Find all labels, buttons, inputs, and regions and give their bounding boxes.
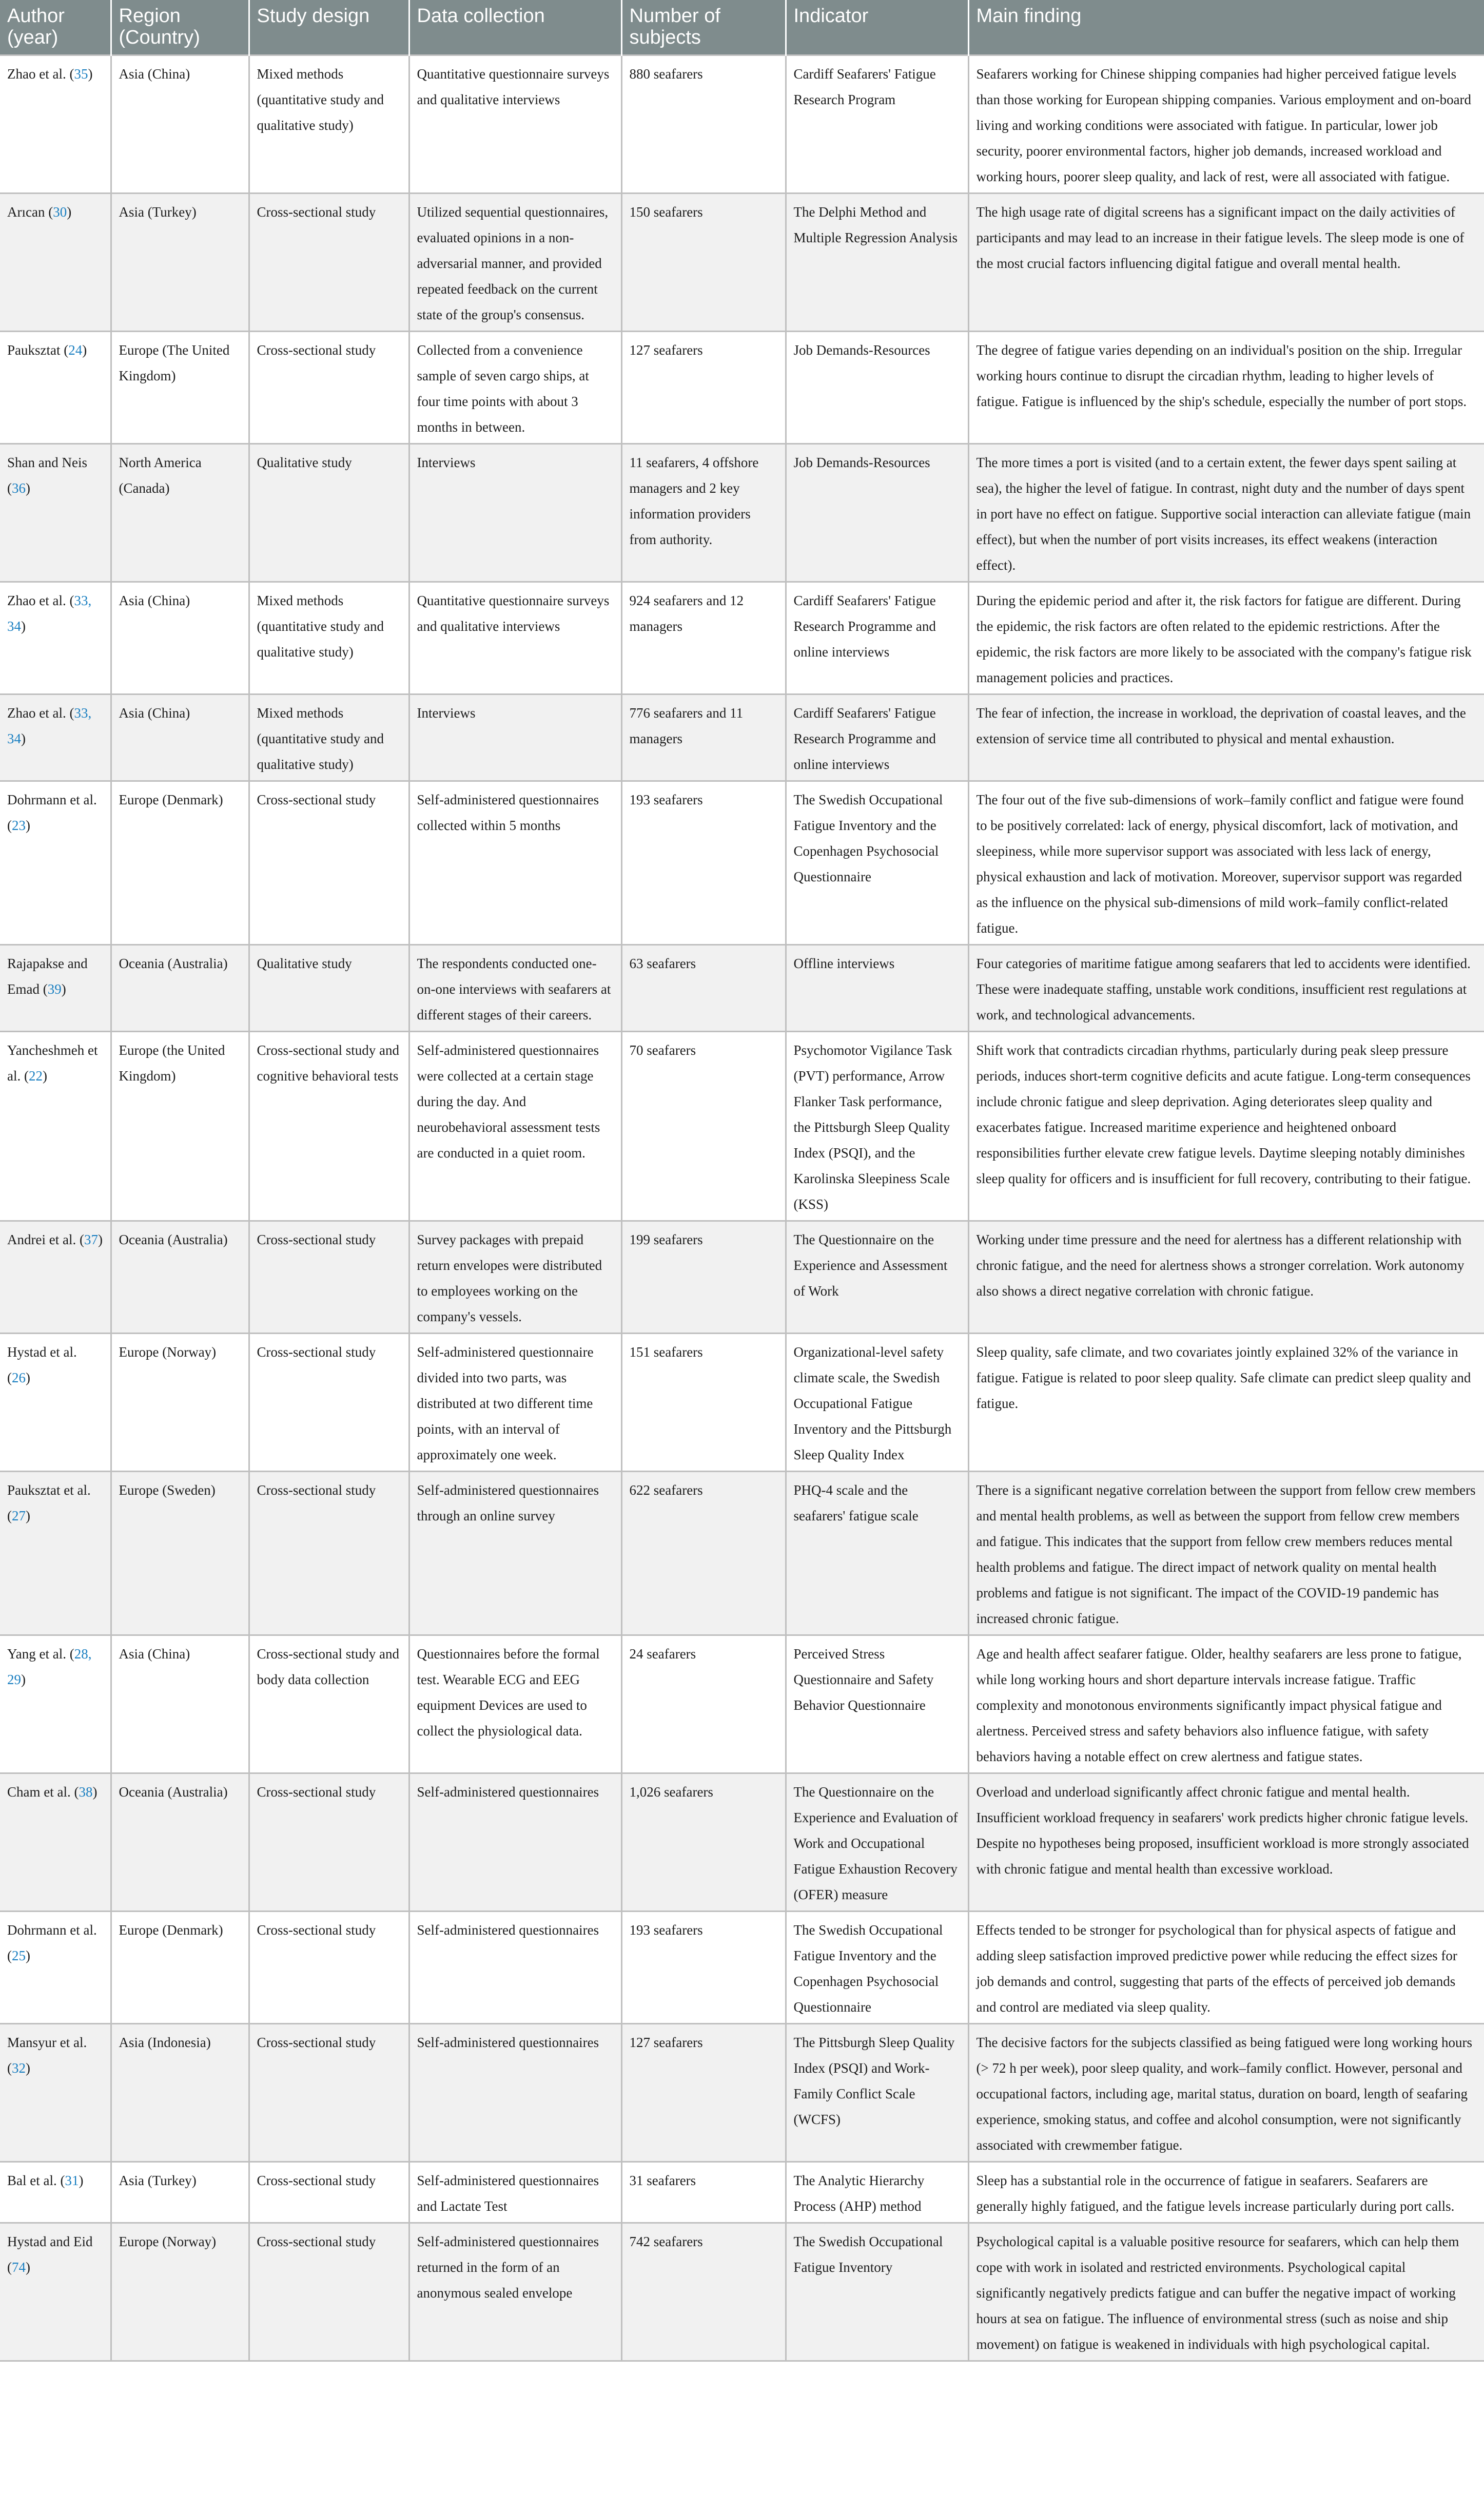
- region-cell: Asia (China): [111, 1635, 249, 1773]
- subjects-cell: 70 seafarers: [621, 1032, 786, 1221]
- region-cell: Europe (Norway): [111, 2223, 249, 2361]
- author-name: Dohrmann et al.: [7, 792, 97, 807]
- indicator-cell: Psychomotor Vigilance Task (PVT) performance, Arrow Flanker Task performance, the Pittsburgh Sleep Quality Index (PSQI), and the Karolinska Sleepiness Scale (KSS): [786, 1032, 968, 1221]
- table-header: [0, 0, 1484, 55]
- indicator-cell: The Questionnaire on the Experience and Assessment of Work: [786, 1221, 968, 1334]
- table-row: [0, 781, 1484, 945]
- author-name: Bal et al.: [7, 2173, 57, 2188]
- data-collection-cell: Self-administered questionnaire divided into two parts, was distributed at two different time points, with an interval of approximately one week.: [409, 1334, 621, 1472]
- author-name: Hystad and Eid: [7, 2234, 93, 2249]
- author-name: Shan and Neis: [7, 455, 87, 470]
- main-finding-cell: Sleep has a substantial role in the occurrence of fatigue in seafarers. Seafarers are generally highly fatigued, and the fatigue levels increase particularly during port calls.: [968, 2162, 1484, 2223]
- study-design-cell: Cross-sectional study and body data collection: [249, 1635, 409, 1773]
- data-collection-cell: Utilized sequential questionnaires, evaluated opinions in a non-adversarial manner, and provided repeated feedback on the current state of the group's consensus.: [409, 194, 621, 332]
- table-row: [0, 694, 1484, 781]
- region-cell: Europe (Denmark): [111, 1912, 249, 2024]
- indicator-cell: Job Demands-Resources: [786, 444, 968, 582]
- data-collection-cell: Questionnaires before the formal test. Wearable ECG and EEG equipment Devices are used to collect the physiological data.: [409, 1635, 621, 1773]
- table-row: [0, 2223, 1484, 2361]
- author-name: Hystad et al.: [7, 1344, 77, 1360]
- study-design-cell: Cross-sectional study: [249, 194, 409, 332]
- author-cell: Zhao et al. (33, 34): [0, 694, 111, 781]
- region-cell: Europe (Denmark): [111, 781, 249, 945]
- region-cell: Oceania (Australia): [111, 1773, 249, 1912]
- study-design-cell: Cross-sectional study and cognitive behavioral tests: [249, 1032, 409, 1221]
- main-finding-cell: Age and health affect seafarer fatigue. Older, healthy seafarers are less prone to fatigue, while long working hours and short departure intervals increase fatigue. Traffic complexity and monotonous environments significantly impact physical fatigue and alertness. Perceived stress and safety behaviors also influence fatigue, with safety behaviors having a notable effect on crew alertness and fatigue states.: [968, 1635, 1484, 1773]
- author-name: Zhao et al.: [7, 66, 66, 82]
- study-design-cell: Cross-sectional study: [249, 1334, 409, 1472]
- indicator-cell: Cardiff Seafarers' Fatigue Research Programme and online interviews: [786, 694, 968, 781]
- data-collection-cell: Collected from a convenience sample of seven cargo ships, at four time points with about 3 months in between.: [409, 332, 621, 444]
- subjects-cell: 127 seafarers: [621, 332, 786, 444]
- subjects-cell: 63 seafarers: [621, 945, 786, 1032]
- indicator-cell: The Swedish Occupational Fatigue Inventory and the Copenhagen Psychosocial Questionnaire: [786, 781, 968, 945]
- study-design-cell: Qualitative study: [249, 444, 409, 582]
- main-finding-cell: The high usage rate of digital screens has a significant impact on the daily activities of participants and may lead to an increase in their fatigue levels. The sleep mode is one of the most crucial factors influencing digital fatigue and overall mental health.: [968, 194, 1484, 332]
- reference-link[interactable]: 35: [74, 66, 88, 82]
- table-row: [0, 1773, 1484, 1912]
- author-cell: Pauksztat (24): [0, 332, 111, 444]
- study-design-cell: Cross-sectional study: [249, 2024, 409, 2162]
- reference-link[interactable]: 24: [68, 342, 83, 358]
- reference-link[interactable]: 26: [12, 1370, 26, 1385]
- subjects-cell: 31 seafarers: [621, 2162, 786, 2223]
- subjects-cell: 193 seafarers: [621, 781, 786, 945]
- header-author: Author (year): [0, 0, 111, 55]
- reference-link[interactable]: 39: [47, 981, 62, 997]
- table-row: [0, 194, 1484, 332]
- main-finding-cell: Psychological capital is a valuable positive resource for seafarers, which can help them cope with work in isolated and restricted environments. Psychological capital significantly negatively predicts fatigue and can buffer the negative impact of working hours at sea on fatigue. The influence of environmental stress (such as noise and ship movement) on fatigue is weakened in individuals with high psychological capital.: [968, 2223, 1484, 2361]
- author-cell: Dohrmann et al. (23): [0, 781, 111, 945]
- author-cell: Bal et al. (31): [0, 2162, 111, 2223]
- table-row: [0, 444, 1484, 582]
- subjects-cell: 151 seafarers: [621, 1334, 786, 1472]
- main-finding-cell: Sleep quality, safe climate, and two covariates jointly explained 32% of the variance in fatigue. Fatigue is related to poor sleep quality. Safe climate can predict sleep quality and fatigue.: [968, 1334, 1484, 1472]
- author-cell: Arıcan (30): [0, 194, 111, 332]
- subjects-cell: 150 seafarers: [621, 194, 786, 332]
- author-name: Yang et al.: [7, 1646, 67, 1662]
- reference-link[interactable]: 33, 34: [7, 705, 92, 746]
- study-design-cell: Cross-sectional study: [249, 2223, 409, 2361]
- indicator-cell: The Swedish Occupational Fatigue Inventory: [786, 2223, 968, 2361]
- author-cell: Pauksztat et al. (27): [0, 1472, 111, 1635]
- header-main-finding: Main finding: [968, 0, 1484, 55]
- author-name: Zhao et al.: [7, 593, 66, 608]
- author-cell: Hystad et al. (26): [0, 1334, 111, 1472]
- author-cell: Hystad and Eid (74): [0, 2223, 111, 2361]
- data-collection-cell: Interviews: [409, 694, 621, 781]
- author-cell: Mansyur et al. (32): [0, 2024, 111, 2162]
- data-collection-cell: The respondents conducted one-on-one interviews with seafarers at different stages of their careers.: [409, 945, 621, 1032]
- subjects-cell: 622 seafarers: [621, 1472, 786, 1635]
- header-number-of-subjects: Number of subjects: [621, 0, 786, 55]
- table-row: [0, 2162, 1484, 2223]
- data-collection-cell: Self-administered questionnaires returned in the form of an anonymous sealed envelope: [409, 2223, 621, 2361]
- author-cell: Zhao et al. (33, 34): [0, 582, 111, 694]
- data-collection-cell: Quantitative questionnaire surveys and qualitative interviews: [409, 55, 621, 194]
- study-design-cell: Cross-sectional study: [249, 781, 409, 945]
- reference-link[interactable]: 74: [12, 2260, 26, 2275]
- indicator-cell: Cardiff Seafarers' Fatigue Research Programme and online interviews: [786, 582, 968, 694]
- author-cell: Cham et al. (38): [0, 1773, 111, 1912]
- author-name: Yancheshmeh et al.: [7, 1043, 98, 1084]
- data-collection-cell: Self-administered questionnaires through an online survey: [409, 1472, 621, 1635]
- reference-link[interactable]: 25: [12, 1948, 26, 1963]
- study-design-cell: Cross-sectional study: [249, 1912, 409, 2024]
- data-collection-cell: Self-administered questionnaires: [409, 1912, 621, 2024]
- subjects-cell: 880 seafarers: [621, 55, 786, 194]
- table-row: [0, 1912, 1484, 2024]
- data-collection-cell: Self-administered questionnaires were collected at a certain stage during the day. And neurobehavioral assessment tests are conducted in a quiet room.: [409, 1032, 621, 1221]
- header-indicator: Indicator: [786, 0, 968, 55]
- study-design-cell: Cross-sectional study: [249, 332, 409, 444]
- main-finding-cell: The fear of infection, the increase in workload, the deprivation of coastal leaves, and the extension of service time all contributed to physical and mental exhaustion.: [968, 694, 1484, 781]
- region-cell: Asia (China): [111, 694, 249, 781]
- author-cell: Yancheshmeh et al. (22): [0, 1032, 111, 1221]
- main-finding-cell: Four categories of maritime fatigue among seafarers that led to accidents were identified. These were inadequate staffing, unstable work conditions, insufficient rest regulations at work, and technological advancements.: [968, 945, 1484, 1032]
- region-cell: Europe (Sweden): [111, 1472, 249, 1635]
- region-cell: Asia (Indonesia): [111, 2024, 249, 2162]
- study-design-cell: Cross-sectional study: [249, 1472, 409, 1635]
- region-cell: Oceania (Australia): [111, 1221, 249, 1334]
- region-cell: Asia (Turkey): [111, 194, 249, 332]
- reference-link[interactable]: 23: [12, 818, 26, 833]
- subjects-cell: 199 seafarers: [621, 1221, 786, 1334]
- author-name: Pauksztat: [7, 342, 61, 358]
- indicator-cell: Organizational-level safety climate scale, the Swedish Occupational Fatigue Inventory and the Pittsburgh Sleep Quality Index: [786, 1334, 968, 1472]
- author-name: Zhao et al.: [7, 705, 66, 721]
- region-cell: Asia (China): [111, 582, 249, 694]
- subjects-cell: 24 seafarers: [621, 1635, 786, 1773]
- data-collection-cell: Self-administered questionnaires and Lactate Test: [409, 2162, 621, 2223]
- author-name: Pauksztat et al.: [7, 1482, 91, 1498]
- table-row: [0, 945, 1484, 1032]
- main-finding-cell: Seafarers working for Chinese shipping companies had higher perceived fatigue levels than those working for European shipping companies. Various employment and on-board living and working conditions were associated with fatigue. In particular, lower job security, poorer environmental factors, higher job demands, increased workload and working hours, poorer sleep quality, and lack of rest, were all associated with fatigue.: [968, 55, 1484, 194]
- author-name: Mansyur et al.: [7, 2035, 87, 2050]
- indicator-cell: The Delphi Method and Multiple Regression Analysis: [786, 194, 968, 332]
- reference-link[interactable]: 22: [29, 1068, 43, 1084]
- author-cell: Rajapakse and Emad (39): [0, 945, 111, 1032]
- data-collection-cell: Interviews: [409, 444, 621, 582]
- main-finding-cell: Working under time pressure and the need for alertness has a different relationship with chronic fatigue, and the need for alertness shows a stronger correlation. Work autonomy also shows a direct negative correlation with chronic fatigue.: [968, 1221, 1484, 1334]
- reference-link[interactable]: 27: [12, 1508, 26, 1523]
- main-finding-cell: During the epidemic period and after it, the risk factors for fatigue are different. During the epidemic, the risk factors are often related to the epidemic restrictions. After the epidemic, the risk factors are more likely to be associated with the company's fatigue risk management policies and practices.: [968, 582, 1484, 694]
- author-cell: Shan and Neis (36): [0, 444, 111, 582]
- region-cell: Asia (Turkey): [111, 2162, 249, 2223]
- main-finding-cell: There is a significant negative correlation between the support from fellow crew members and mental health problems, as well as between the support from fellow crew members and fatigue. This indicates that the support from fellow crew members reduces mental health problems and fatigue. The direct impact of network quality on mental health problems and fatigue is not significant. The impact of the COVID-19 pandemic has increased chronic fatigue.: [968, 1472, 1484, 1635]
- data-collection-cell: Quantitative questionnaire surveys and qualitative interviews: [409, 582, 621, 694]
- region-cell: North America (Canada): [111, 444, 249, 582]
- reference-link[interactable]: 31: [65, 2173, 79, 2188]
- header-data-collection: Data collection: [409, 0, 621, 55]
- author-name: Arıcan: [7, 204, 45, 220]
- study-design-cell: Mixed methods (quantitative study and qualitative study): [249, 694, 409, 781]
- author-name: Andrei et al.: [7, 1232, 76, 1247]
- main-finding-cell: The decisive factors for the subjects classified as being fatigued were long working hours (> 72 h per week), poor sleep quality, and work–family conflict. However, personal and occupational factors, including age, marital status, duration on board, length of seafaring experience, smoking status, and coffee and alcohol consumption, were not significantly associated with crewmember fatigue.: [968, 2024, 1484, 2162]
- indicator-cell: The Questionnaire on the Experience and Evaluation of Work and Occupational Fatigue Exhaustion Recovery (OFER) measure: [786, 1773, 968, 1912]
- author-cell: Zhao et al. (35): [0, 55, 111, 194]
- author-cell: Dohrmann et al. (25): [0, 1912, 111, 2024]
- region-cell: Europe (Norway): [111, 1334, 249, 1472]
- study-design-cell: Mixed methods (quantitative study and qualitative study): [249, 582, 409, 694]
- table-row: [0, 1635, 1484, 1773]
- subjects-cell: 742 seafarers: [621, 2223, 786, 2361]
- main-finding-cell: Shift work that contradicts circadian rhythms, particularly during peak sleep pressure periods, induces short-term cognitive deficits and acute fatigue. Long-term consequences include chronic fatigue and sleep deprivation. Aging deteriorates sleep quality and exacerbates fatigue. Increased maritime experience and heightened onboard responsibilities further elevate crew fatigue levels. Daytime sleeping notably diminishes sleep quality for officers and is insufficient for full recovery, contributing to their fatigue.: [968, 1032, 1484, 1221]
- table-row: [0, 582, 1484, 694]
- subjects-cell: 193 seafarers: [621, 1912, 786, 2024]
- header-region: Region (Country): [111, 0, 249, 55]
- study-design-cell: Mixed methods (quantitative study and qualitative study): [249, 55, 409, 194]
- data-collection-cell: Self-administered questionnaires collected within 5 months: [409, 781, 621, 945]
- study-design-cell: Cross-sectional study: [249, 1773, 409, 1912]
- reference-link[interactable]: 38: [79, 1784, 93, 1800]
- table-body: [0, 55, 1484, 2361]
- reference-link[interactable]: 33, 34: [7, 593, 92, 634]
- indicator-cell: The Pittsburgh Sleep Quality Index (PSQI) and Work-Family Conflict Scale (WCFS): [786, 2024, 968, 2162]
- data-collection-cell: Self-administered questionnaires: [409, 2024, 621, 2162]
- study-design-cell: Cross-sectional study: [249, 2162, 409, 2223]
- author-name: Cham et al.: [7, 1784, 71, 1800]
- subjects-cell: 924 seafarers and 12 managers: [621, 582, 786, 694]
- study-design-cell: Qualitative study: [249, 945, 409, 1032]
- table-row: [0, 1032, 1484, 1221]
- region-cell: Oceania (Australia): [111, 945, 249, 1032]
- data-collection-cell: Self-administered questionnaires: [409, 1773, 621, 1912]
- author-name: Dohrmann et al.: [7, 1922, 97, 1938]
- reference-link[interactable]: 37: [84, 1232, 98, 1247]
- table-row: [0, 1221, 1484, 1334]
- main-finding-cell: Overload and underload significantly affect chronic fatigue and mental health. Insufficient workload frequency in seafarers' work predicts higher chronic fatigue levels. Despite no hypotheses being proposed, insufficient workload is more strongly associated with chronic fatigue and mental health than excessive workload.: [968, 1773, 1484, 1912]
- author-cell: Yang et al. (28, 29): [0, 1635, 111, 1773]
- indicator-cell: Job Demands-Resources: [786, 332, 968, 444]
- main-finding-cell: The degree of fatigue varies depending on an individual's position on the ship. Irregular working hours continue to disrupt the circadian rhythm, leading to higher levels of fatigue. Fatigue is influenced by the ship's schedule, especially the number of port stops.: [968, 332, 1484, 444]
- reference-link[interactable]: 28, 29: [7, 1646, 92, 1687]
- indicator-cell: The Analytic Hierarchy Process (AHP) method: [786, 2162, 968, 2223]
- subjects-cell: 1,026 seafarers: [621, 1773, 786, 1912]
- indicator-cell: Cardiff Seafarers' Fatigue Research Program: [786, 55, 968, 194]
- subjects-cell: 127 seafarers: [621, 2024, 786, 2162]
- data-collection-cell: Survey packages with prepaid return envelopes were distributed to employees working on the company's vessels.: [409, 1221, 621, 1334]
- table-row: [0, 55, 1484, 194]
- header-row: [0, 0, 1484, 55]
- study-design-cell: Cross-sectional study: [249, 1221, 409, 1334]
- indicator-cell: Perceived Stress Questionnaire and Safety Behavior Questionnaire: [786, 1635, 968, 1773]
- main-finding-cell: The four out of the five sub-dimensions of work–family conflict and fatigue were found to be positively correlated: lack of energy, physical discomfort, lack of motivation, and sleepiness, while more supervisor support was associated with less lack of energy, physical exhaustion and lack of motivation. Moreover, supervisor support was regarded as the influence on the physical sub-dimensions of mild work–family conflict-related fatigue.: [968, 781, 1484, 945]
- indicator-cell: The Swedish Occupational Fatigue Inventory and the Copenhagen Psychosocial Questionnaire: [786, 1912, 968, 2024]
- reference-link[interactable]: 36: [12, 480, 26, 496]
- reference-link[interactable]: 30: [53, 204, 67, 220]
- table-row: [0, 332, 1484, 444]
- region-cell: Europe (the United Kingdom): [111, 1032, 249, 1221]
- region-cell: Asia (China): [111, 55, 249, 194]
- region-cell: Europe (The United Kingdom): [111, 332, 249, 444]
- author-name: Rajapakse and Emad: [7, 956, 88, 997]
- table-row: [0, 1334, 1484, 1472]
- subjects-cell: 11 seafarers, 4 offshore managers and 2 key information providers from authority.: [621, 444, 786, 582]
- subjects-cell: 776 seafarers and 11 managers: [621, 694, 786, 781]
- main-finding-cell: The more times a port is visited (and to a certain extent, the fewer days spent sailing at sea), the higher the level of fatigue. In contrast, night duty and the number of days spent in port have no effect on fatigue. Supportive social interaction can alleviate fatigue (main effect), but when the number of port visits increases, its effect weakens (interaction effect).: [968, 444, 1484, 582]
- table-row: [0, 2024, 1484, 2162]
- header-study-design: Study design: [249, 0, 409, 55]
- reference-link[interactable]: 32: [12, 2060, 26, 2076]
- indicator-cell: Offline interviews: [786, 945, 968, 1032]
- indicator-cell: PHQ-4 scale and the seafarers' fatigue scale: [786, 1472, 968, 1635]
- author-cell: Andrei et al. (37): [0, 1221, 111, 1334]
- main-finding-cell: Effects tended to be stronger for psychological than for physical aspects of fatigue and adding sleep satisfaction improved predictive power while reducing the effect sizes for job demands and control, suggesting that parts of the effects of perceived job demands and control are mediated via sleep quality.: [968, 1912, 1484, 2024]
- table-row: [0, 1472, 1484, 1635]
